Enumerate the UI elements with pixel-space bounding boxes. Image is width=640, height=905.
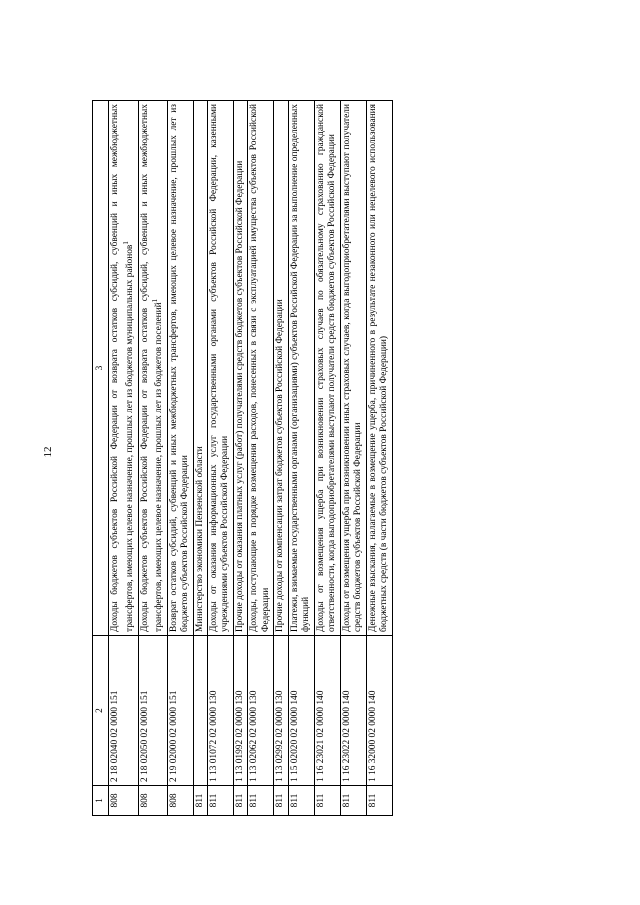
budget-code-cell: 1 13 01992 02 0000 130 xyxy=(233,636,247,786)
admin-code-cell: 808 xyxy=(109,786,138,816)
table-row xyxy=(167,101,193,816)
table-row xyxy=(340,101,366,816)
revenue-name-cell: Денежные взыскания, налагаемые в возмещение ущерба, причиненного в результате незаконного или нецелевого использования бюджетных средств (в части бюджетов субъектов Российской Федерации) xyxy=(366,101,392,636)
table-row xyxy=(366,101,392,816)
budget-code-cell: 1 16 23021 02 0000 140 xyxy=(314,636,340,786)
budget-code-cell: 1 16 23022 02 0000 140 xyxy=(340,636,366,786)
revenue-name-cell: Доходы, поступающие в порядке возмещения расходов, понесенных в связи с эксплуатацией имущества субъектов Российской Федерации xyxy=(248,101,274,636)
budget-code-cell: 1 13 01072 02 0000 130 xyxy=(208,636,234,786)
table-row xyxy=(233,101,247,816)
admin-code-cell: 811 xyxy=(248,786,274,816)
admin-code-cell: 811 xyxy=(208,786,234,816)
budget-code-cell: 1 13 02992 02 0000 130 xyxy=(274,636,288,786)
table-row xyxy=(248,101,274,816)
table-row xyxy=(314,101,340,816)
table-row xyxy=(109,101,138,816)
table-header-row xyxy=(93,101,109,816)
budget-code-cell: 2 18 02040 02 0000 151 xyxy=(109,636,138,786)
table-row xyxy=(193,101,207,816)
revenue-name-cell: Доходы бюджетов субъектов Российской Федерации от возврата остатков субсидий, субвенций и иных межбюджетных трансфертов, имеющих целевое назначение, прошлых лет из бюджетов муниципальных районов$^1$ xyxy=(109,101,138,636)
admin-code-cell: 808 xyxy=(167,786,193,816)
header-col-1: 1 xyxy=(93,786,109,816)
admin-code-cell: 811 xyxy=(274,786,288,816)
footnote-marker: 1 xyxy=(121,241,130,245)
revenue-name-cell: Прочие доходы от компенсации затрат бюджетов субъектов Российской Федерации xyxy=(274,101,288,636)
footnote-marker: 1 xyxy=(151,298,159,303)
admin-code-cell: 811 xyxy=(340,786,366,816)
header-col-3: 3 xyxy=(93,101,109,636)
budget-code-cell xyxy=(193,636,207,786)
revenue-table-container xyxy=(92,100,492,816)
budget-code-cell: 1 13 02062 02 0000 130 xyxy=(248,636,274,786)
admin-code-cell: 811 xyxy=(366,786,392,816)
revenue-name-cell: Возврат остатков субсидий, субвенций и иных межбюджетных трансфертов, имеющих целевое назначение, прошлых лет из бюджетов субъектов Российской Федерации xyxy=(167,101,193,636)
revenue-name-cell: Доходы от возмещения ущерба при возникновении страховых случаев по обязательному страхованию гражданской ответственности, когда выгодоприобретателями выступают получатели средств бюджетов субъектов Российской Федерации xyxy=(314,101,340,636)
table-row xyxy=(288,101,314,816)
revenue-name-cell: Доходы бюджетов субъектов Российской Федерации от возврата остатков субсидий, субвенций и иных межбюджетных трансфертов, имеющих целевое назначение, прошлых лет из бюджетов поселений$^1$ xyxy=(138,101,167,636)
budget-code-cell: 2 18 02050 02 0000 151 xyxy=(138,636,167,786)
admin-code-cell: 811 xyxy=(314,786,340,816)
admin-code-cell: 808 xyxy=(138,786,167,816)
revenue-codes-table xyxy=(92,100,393,816)
revenue-name-cell: Министерство экономики Пензенской области xyxy=(193,101,207,636)
revenue-name-cell: Доходы от оказания информационных услуг государственными органами субъектов Российской Федерации, казенными учреждениями субъектов Российской Федерации xyxy=(208,101,234,636)
budget-code-cell: 1 15 02020 02 0000 140 xyxy=(288,636,314,786)
table-row xyxy=(274,101,288,816)
table-row xyxy=(208,101,234,816)
revenue-name-cell: Платежи, взимаемые государственными органами (организациями) субъектов Российской Федерации за выполнение определенных функций xyxy=(288,101,314,636)
table-row xyxy=(138,101,167,816)
admin-code-cell: 811 xyxy=(288,786,314,816)
budget-code-cell: 1 16 32000 02 0000 140 xyxy=(366,636,392,786)
revenue-name-cell: Прочие доходы от оказания платных услуг (работ) получателями средств бюджетов субъектов Российской Федерации xyxy=(233,101,247,636)
admin-code-cell: 811 xyxy=(193,786,207,816)
page-number: 12 xyxy=(42,446,54,458)
budget-code-cell: 2 19 02000 02 0000 151 xyxy=(167,636,193,786)
admin-code-cell: 811 xyxy=(233,786,247,816)
header-col-2: 2 xyxy=(93,636,109,786)
revenue-name-cell: Доходы от возмещения ущерба при возникновении иных страховых случаев, когда выгодоприобретателями выступают получатели средств бюджетов субъектов Российской Федерации xyxy=(340,101,366,636)
